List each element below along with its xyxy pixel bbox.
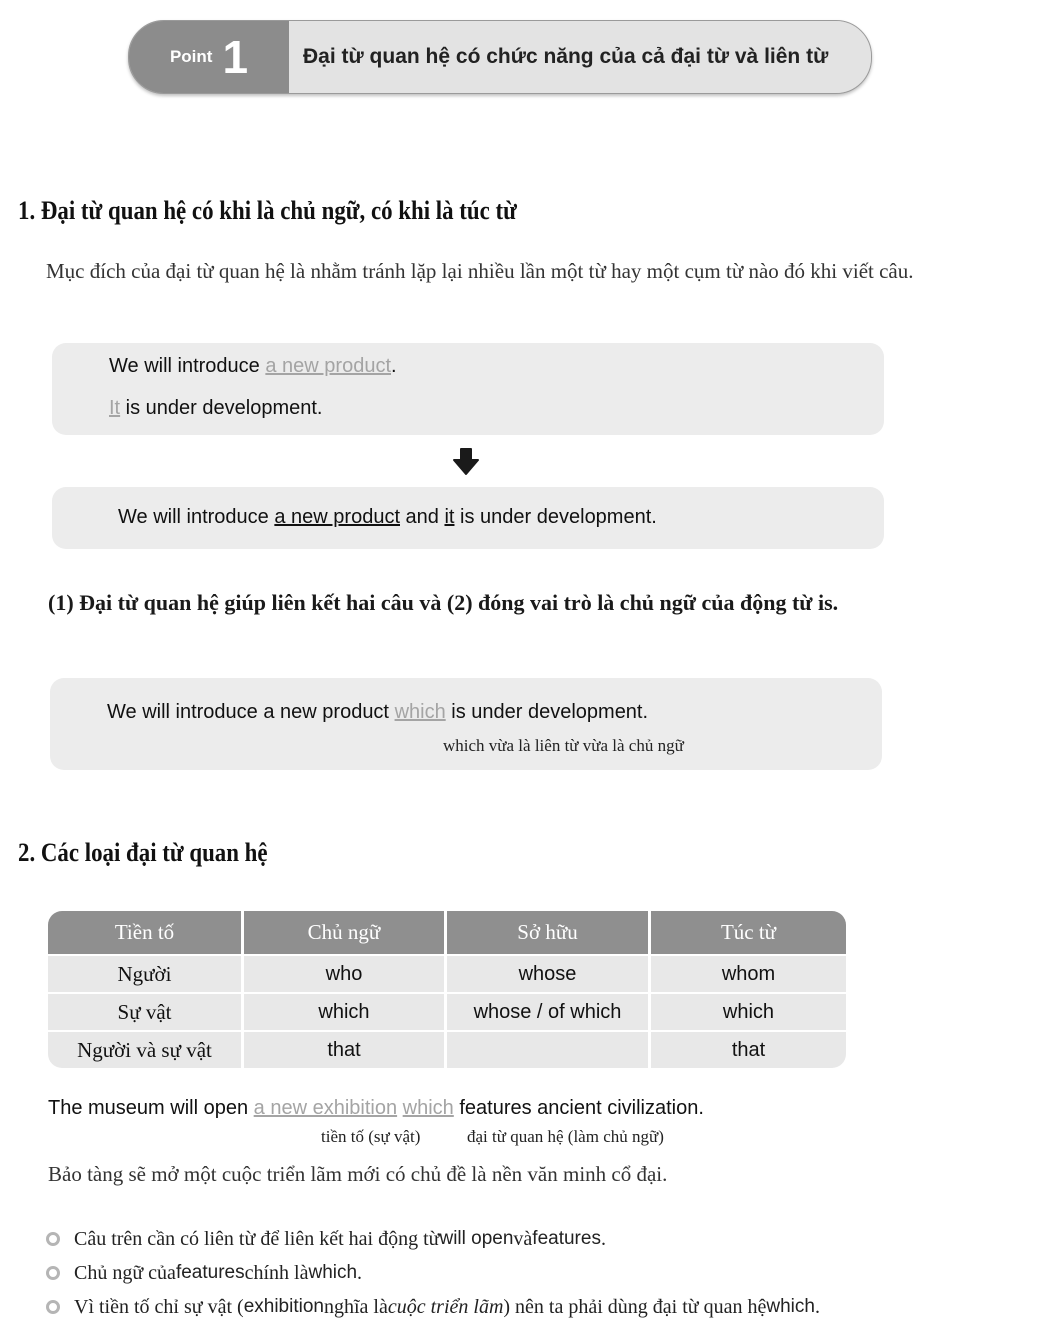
bullet-term: which bbox=[308, 1262, 358, 1283]
circle-bullet-icon bbox=[46, 1300, 60, 1314]
pronoun-annotation: đại từ quan hệ (làm chủ ngữ) bbox=[467, 1127, 664, 1146]
point-title: Đại từ quan hệ có chức năng của cả đại từ và liên từ bbox=[289, 21, 871, 93]
table-header: Túc từ bbox=[651, 911, 846, 954]
bullet-text: Chủ ngữ của bbox=[74, 1261, 176, 1284]
highlight-relative-pronoun: which bbox=[394, 701, 446, 723]
example-text: We will introduce bbox=[118, 506, 275, 528]
bullet-text: Câu trên cần có liên từ để liên kết hai động từ bbox=[74, 1227, 440, 1250]
example-relative bbox=[107, 701, 648, 724]
underlined-object: a new product bbox=[274, 506, 400, 528]
table-row bbox=[48, 1030, 846, 1068]
list-item bbox=[46, 1290, 1046, 1324]
table-row bbox=[48, 954, 846, 992]
point-number: 1 bbox=[222, 31, 249, 83]
antecedent-annotation: tiền tố (sự vật) bbox=[321, 1127, 421, 1146]
bullet-text: nghĩa là bbox=[323, 1295, 388, 1318]
highlight-antecedent: a new exhibition bbox=[253, 1097, 398, 1119]
bullet-text: . bbox=[600, 1227, 606, 1250]
example-text: The museum will open bbox=[48, 1097, 254, 1119]
table-header: Chủ ngữ bbox=[244, 911, 447, 954]
example-text: and bbox=[400, 506, 445, 528]
bullet-text: ) nên ta phải dùng đại từ quan hệ bbox=[503, 1295, 767, 1318]
table-cell: whose / of which bbox=[447, 992, 651, 1030]
section1-intro: Mục đích của đại từ quan hệ là nhằm tránh lặp lại nhiều lần một từ hay một cụm từ nào đó khi viết câu. bbox=[46, 259, 914, 283]
section1-heading: 1. Đại từ quan hệ có khi là chủ ngữ, có khi là túc từ bbox=[18, 196, 517, 225]
example-box-3 bbox=[50, 678, 882, 770]
example-text: is under development. bbox=[454, 506, 657, 528]
example-text: is under development. bbox=[120, 397, 323, 419]
list-item bbox=[46, 1222, 1046, 1256]
bullet-text: Vì tiền tố chỉ sự vật ( bbox=[74, 1295, 244, 1318]
list-item bbox=[46, 1256, 1046, 1290]
table-row bbox=[48, 992, 846, 1030]
highlight-object: a new product bbox=[265, 355, 391, 377]
underlined-pronoun: it bbox=[444, 506, 455, 528]
example-box-2 bbox=[52, 487, 884, 549]
table-cell: that bbox=[244, 1030, 447, 1068]
table-cell: who bbox=[244, 954, 447, 992]
bullet-term: features bbox=[532, 1228, 601, 1249]
table-header: Tiền tố bbox=[48, 911, 244, 954]
highlight-relative-pronoun: which bbox=[402, 1097, 454, 1119]
example-combined bbox=[118, 506, 657, 529]
bullet-term: features bbox=[175, 1262, 245, 1283]
circle-bullet-icon bbox=[46, 1232, 60, 1246]
point-tag bbox=[129, 21, 289, 93]
example-text: . bbox=[391, 355, 397, 377]
example-line-2 bbox=[109, 397, 322, 420]
table-cell: that bbox=[651, 1030, 846, 1068]
explanation-list bbox=[46, 1222, 1046, 1324]
example-line-1 bbox=[109, 355, 397, 378]
example-text: is under development. bbox=[445, 701, 649, 723]
table-cell: Người và sự vật bbox=[48, 1030, 244, 1068]
table-cell: Người bbox=[48, 954, 244, 992]
bullet-text: . bbox=[814, 1295, 820, 1318]
table-cell: which bbox=[651, 992, 846, 1030]
table-cell bbox=[447, 1030, 651, 1068]
translation: Bảo tàng sẽ mở một cuộc triển lãm mới có chủ đề là nền văn minh cổ đại. bbox=[48, 1162, 668, 1186]
relative-annotation: which vừa là liên từ vừa là chủ ngữ bbox=[443, 736, 684, 755]
explanation-note: (1) Đại từ quan hệ giúp liên kết hai câu và (2) đóng vai trò là chủ ngữ của động từ is. bbox=[48, 590, 839, 615]
bullet-text: chính là bbox=[244, 1261, 309, 1284]
example-text: We will introduce bbox=[109, 355, 266, 377]
bullet-text: và bbox=[513, 1227, 533, 1250]
table-cell: whom bbox=[651, 954, 846, 992]
section2-heading: 2. Các loại đại từ quan hệ bbox=[18, 838, 268, 867]
museum-example bbox=[48, 1097, 704, 1120]
relative-pronoun-table bbox=[48, 911, 846, 1068]
example-text: features ancient civilization. bbox=[453, 1097, 704, 1119]
bullet-term: exhibition bbox=[243, 1296, 324, 1317]
table-cell: Sự vật bbox=[48, 992, 244, 1030]
table-header: Sở hữu bbox=[447, 911, 651, 954]
table-cell: whose bbox=[447, 954, 651, 992]
point-banner bbox=[128, 20, 872, 94]
table-cell: which bbox=[244, 992, 447, 1030]
table-header-row bbox=[48, 911, 846, 954]
bullet-term: will open bbox=[439, 1228, 514, 1249]
highlight-pronoun: It bbox=[109, 397, 121, 419]
bullet-italic: cuộc triển lãm bbox=[387, 1295, 504, 1318]
bullet-term: which bbox=[766, 1296, 815, 1317]
circle-bullet-icon bbox=[46, 1266, 60, 1280]
bullet-text: . bbox=[357, 1261, 363, 1284]
example-text: We will introduce a new product bbox=[107, 701, 395, 723]
point-label: Point bbox=[169, 47, 213, 66]
arrow-down-icon bbox=[451, 447, 481, 477]
example-box-1 bbox=[52, 343, 884, 435]
